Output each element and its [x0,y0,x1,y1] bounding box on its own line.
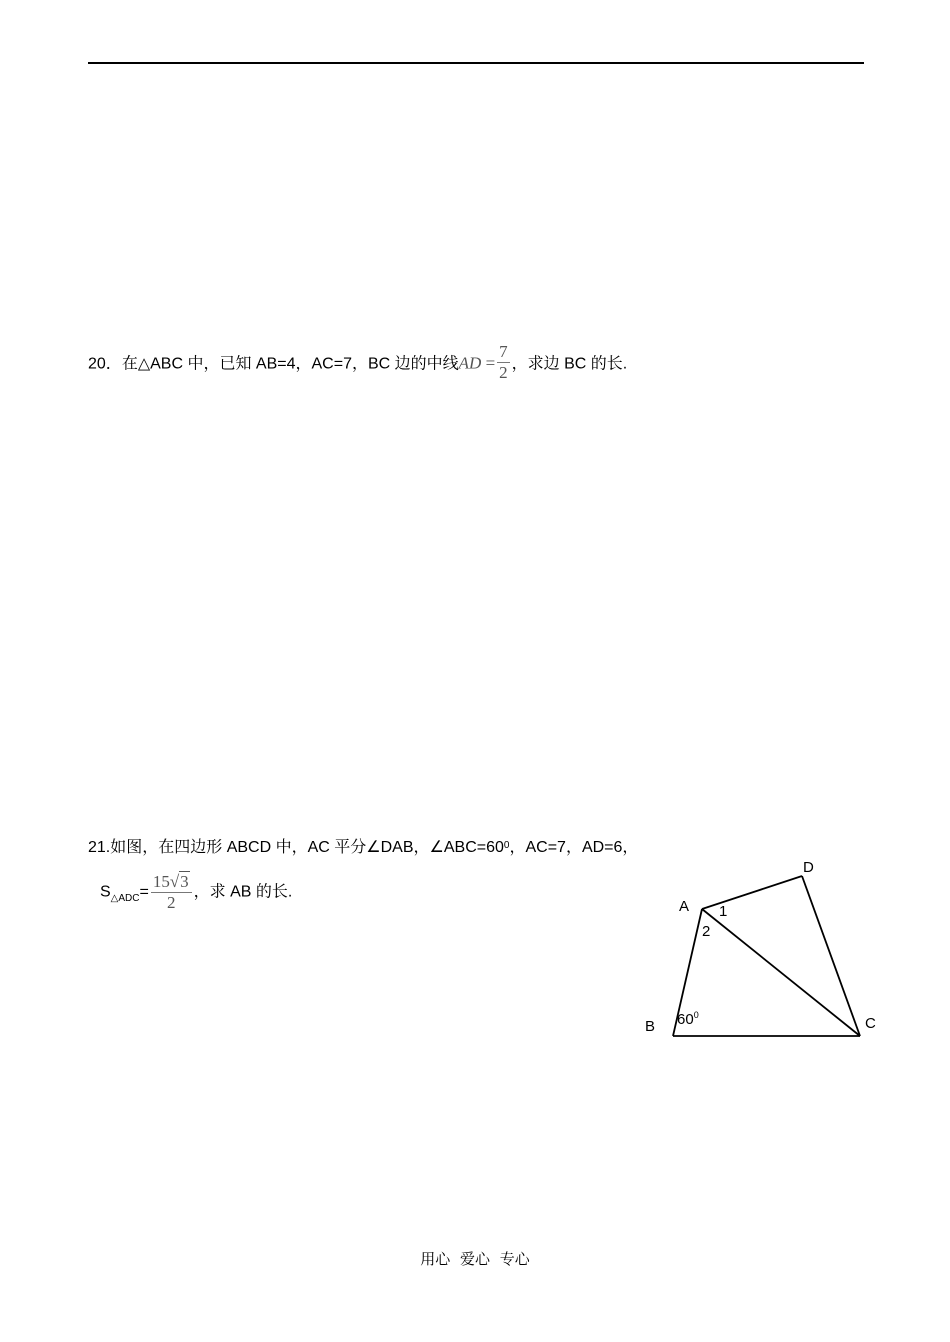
question-20 [88,344,627,385]
question-21-line-1 [88,838,638,858]
question-21-fraction [151,872,192,913]
question-21-text-line2: ，求 AB 的长. [193,883,293,901]
question-21-text-a: 如图，在四边形 ABCD 中，AC 平分∠DAB，∠ABC=60 [110,839,504,856]
vertex-label-b: B [645,1018,656,1035]
vertex-label-c: C [865,1015,876,1032]
angle-label-60-value: 60 [677,1011,694,1028]
angle-label-1: 1 [719,903,728,920]
question-20-math-var: AD [458,353,482,373]
question-21-number: 21. [88,839,111,856]
vertex-label-a: A [679,898,690,915]
sqrt-symbol: √3 [169,872,189,891]
figure-svg [630,850,900,1050]
question-21-text-b: ，AC=7，AD=6， [509,839,639,856]
question-21-degree-sup: 0 [503,840,510,851]
angle-label-60-sup: 0 [693,1010,699,1020]
question-21-area-s: S [100,883,111,901]
question-20-frac-num: 7 [499,342,508,361]
question-21-area-sub: △ADC [110,892,140,904]
question-21-area-eq: = [139,883,149,901]
angle-label-2: 2 [702,923,711,940]
quadrilateral-figure [630,850,900,1050]
angle-label-60 [677,1010,699,1028]
question-20-fraction [497,342,510,383]
question-20-number: 20． [88,355,122,373]
header-rule [88,62,864,64]
question-20-text-b: ，求边 BC 的长. [511,355,628,373]
question-21-frac-coef: 15 [152,872,170,891]
question-21-line-2 [100,872,292,913]
question-20-text-a: 在△ABC 中，已知 AB=4，AC=7，BC 边的中线 [121,355,459,373]
side-da [702,876,802,909]
question-20-math-eq: = [481,353,496,373]
page-footer: 用心 爱心 专心 [420,1252,530,1268]
question-21-frac-den: 2 [167,893,176,912]
question-20-frac-den: 2 [499,363,508,382]
question-21-frac-num [151,872,192,893]
question-21-frac-rad: 3 [180,872,189,891]
vertex-label-d: D [803,859,814,876]
